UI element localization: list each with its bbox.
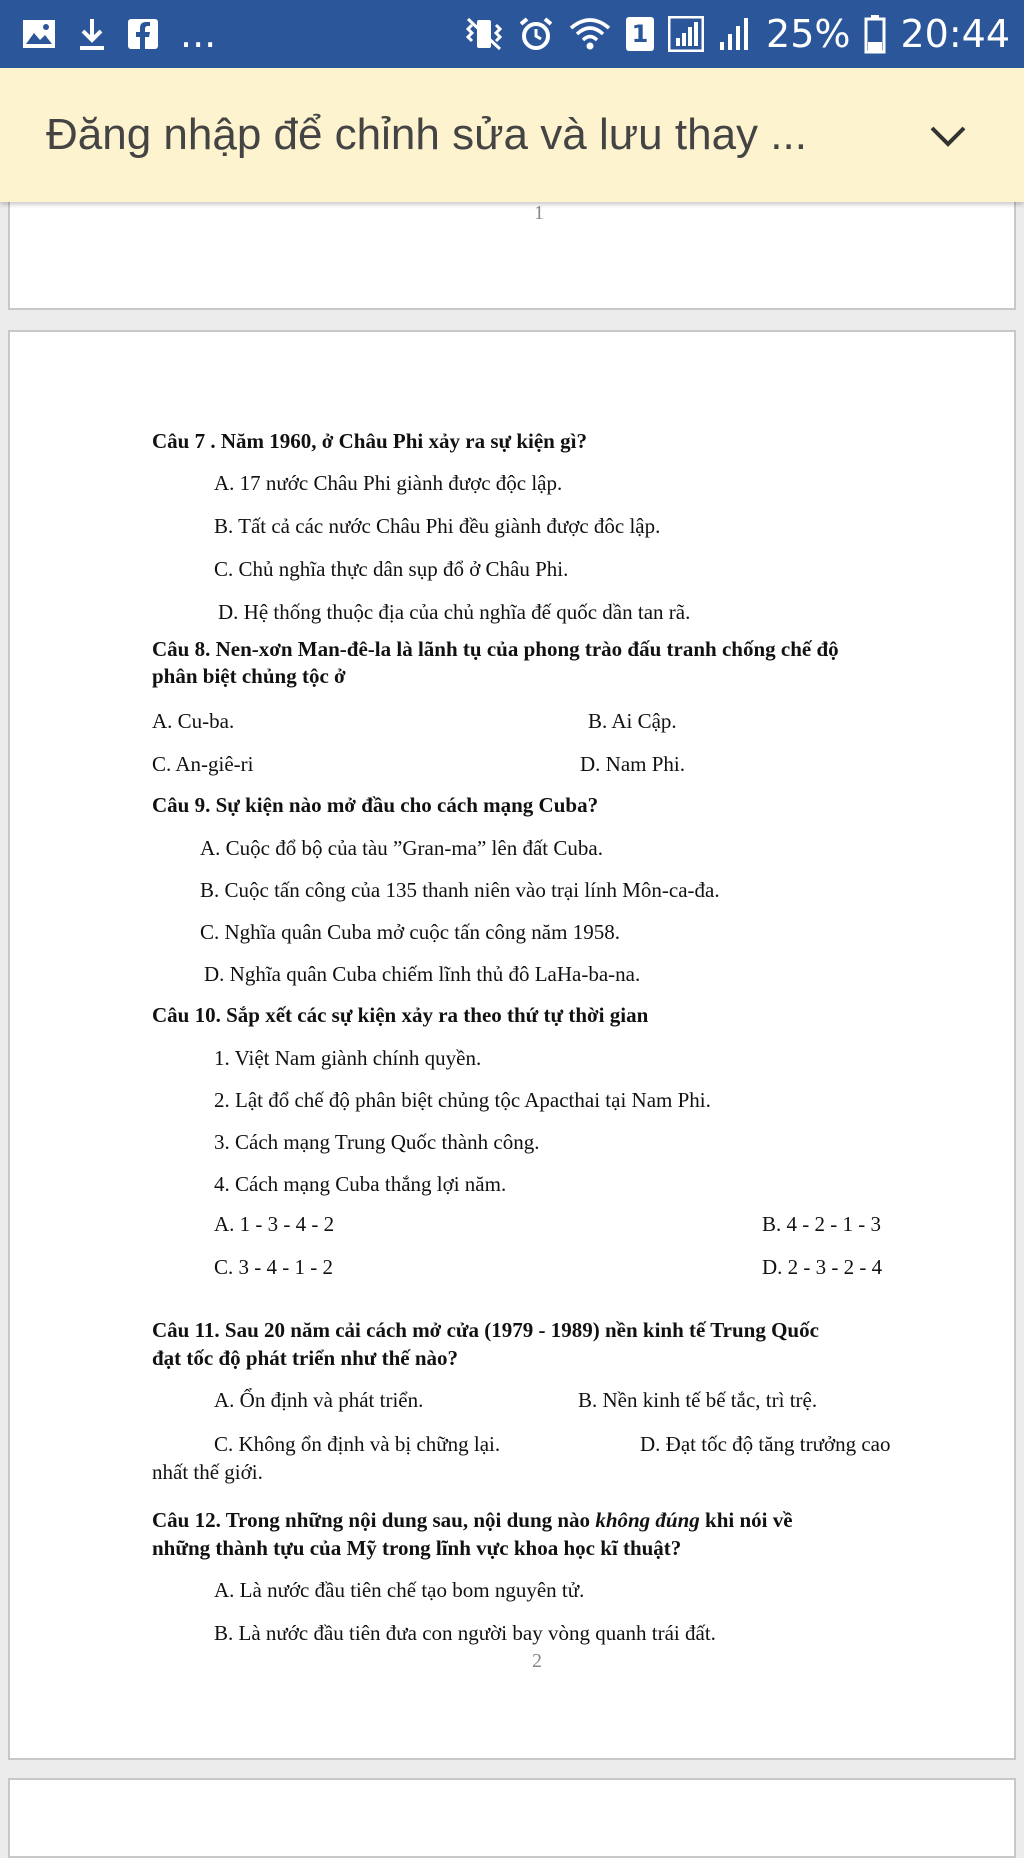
more-notifications: ... [180, 12, 217, 56]
page-number-2: 2 [532, 1650, 542, 1672]
question-11-option-d-cont: nhất thế giới. [152, 1460, 263, 1484]
battery-icon [864, 14, 886, 54]
question-9-title: Câu 9. Sự kiện nào mở đầu cho cách mạng Cuba? [152, 793, 599, 817]
battery-percent: 25% [766, 12, 851, 56]
gallery-icon [22, 19, 56, 49]
question-12-option-b: B. Là nước đầu tiên đưa con người bay vòng quanh trái đất. [214, 1621, 716, 1645]
question-10-option-b: B. 4 - 2 - 1 - 3 [762, 1212, 881, 1236]
question-9-option-d: D. Nghĩa quân Cuba chiếm lĩnh thủ đô LaHa-ba-na. [204, 962, 641, 986]
sign-in-banner[interactable] [0, 68, 1024, 202]
document-page-3 [8, 1778, 1016, 1858]
signal-strength-icon [718, 16, 752, 52]
document-page-2 [8, 330, 1016, 1760]
vibrate-icon [464, 17, 504, 51]
question-12-title-cont: những thành tựu của Mỹ trong lĩnh vực khoa học kĩ thuật? [152, 1536, 682, 1560]
wifi-icon [568, 16, 612, 52]
question-9-option-c: C. Nghĩa quân Cuba mở cuộc tấn công năm 1958. [200, 920, 620, 944]
question-7-option-c: C. Chủ nghĩa thực dân sụp đổ ở Châu Phi. [214, 557, 569, 581]
question-7-option-b: B. Tất cả các nước Châu Phi đều giành được đôc lập. [214, 514, 661, 538]
signal-icon [668, 16, 704, 52]
clock: 20:44 [900, 12, 1010, 56]
question-10-title: Câu 10. Sắp xết các sự kiện xảy ra theo thứ tự thời gian [152, 1003, 649, 1027]
status-bar-notifications [22, 14, 216, 54]
question-11-option-a: A. Ổn định và phát triển. [214, 1388, 424, 1412]
question-10-item-4: 4. Cách mạng Cuba thắng lợi năm. [214, 1172, 507, 1196]
question-11-title-cont: đạt tốc độ phát triển như thế nào? [152, 1346, 459, 1370]
page-number-1: 1 [534, 202, 544, 224]
sign-in-banner-text[interactable]: Đăng nhập để chỉnh sửa và lưu thay ... [46, 110, 807, 159]
question-12-title-pre: Câu 12. Trong những nội dung sau, nội dung nào [152, 1508, 596, 1532]
question-8-title-cont: phân biệt chủng tộc ở [152, 664, 346, 688]
status-bar [0, 0, 1024, 68]
question-11-title: Câu 11. Sau 20 năm cải cách mở cửa (1979 - 1989) nền kinh tế Trung Quốc [152, 1318, 819, 1342]
question-12-title [152, 1508, 793, 1533]
question-8-option-a: A. Cu-ba. [152, 709, 235, 733]
question-11-option-b: B. Nền kinh tế bế tắc, trì trệ. [578, 1388, 818, 1412]
question-12-title-post: khi nói về [699, 1508, 793, 1532]
question-10-item-2: 2. Lật đổ chế độ phân biệt chủng tộc Apacthai tại Nam Phi. [214, 1088, 711, 1112]
question-10-item-3: 3. Cách mạng Trung Quốc thành công. [214, 1130, 540, 1154]
status-bar-system [464, 10, 1010, 58]
question-9-option-b: B. Cuộc tấn công của 135 thanh niên vào trại lính Môn-ca-đa. [200, 878, 720, 902]
question-10-option-d: D. 2 - 3 - 2 - 4 [762, 1255, 883, 1279]
question-11-option-d: D. Đạt tốc độ tăng trưởng cao [640, 1432, 891, 1456]
sim-slot-badge: 1 [626, 17, 654, 51]
question-8-option-c: C. An-giê-ri [152, 752, 254, 776]
question-9-option-a: A. Cuộc đổ bộ của tàu ”Gran-ma” lên đất Cuba. [200, 836, 603, 860]
chevron-down-icon[interactable] [928, 124, 968, 148]
facebook-icon [128, 19, 158, 49]
download-icon [78, 17, 106, 51]
question-8-title: Câu 8. Nen-xơn Man-đê-la là lãnh tụ của phong trào đấu tranh chống chế độ [152, 637, 839, 661]
question-7-option-a: A. 17 nước Châu Phi giành được độc lập. [214, 471, 563, 495]
question-8-option-d: D. Nam Phi. [580, 752, 685, 776]
question-8-option-b: B. Ai Cập. [588, 709, 677, 733]
alarm-icon [518, 16, 554, 52]
question-12-title-emphasis: không đúng [595, 1508, 700, 1532]
question-7-title: Câu 7 . Năm 1960, ở Châu Phi xảy ra sự kiện gì? [152, 429, 587, 453]
question-7-option-d: D. Hệ thống thuộc địa của chủ nghĩa đế quốc dần tan rã. [218, 600, 691, 624]
question-11-option-c: C. Không ổn định và bị chững lại. [214, 1432, 501, 1456]
question-10-item-1: 1. Việt Nam giành chính quyền. [214, 1046, 482, 1070]
question-10-option-a: A. 1 - 3 - 4 - 2 [214, 1212, 335, 1236]
question-12-option-a: A. Là nước đầu tiên chế tạo bom nguyên tử. [214, 1578, 585, 1602]
question-10-option-c: C. 3 - 4 - 1 - 2 [214, 1255, 333, 1279]
